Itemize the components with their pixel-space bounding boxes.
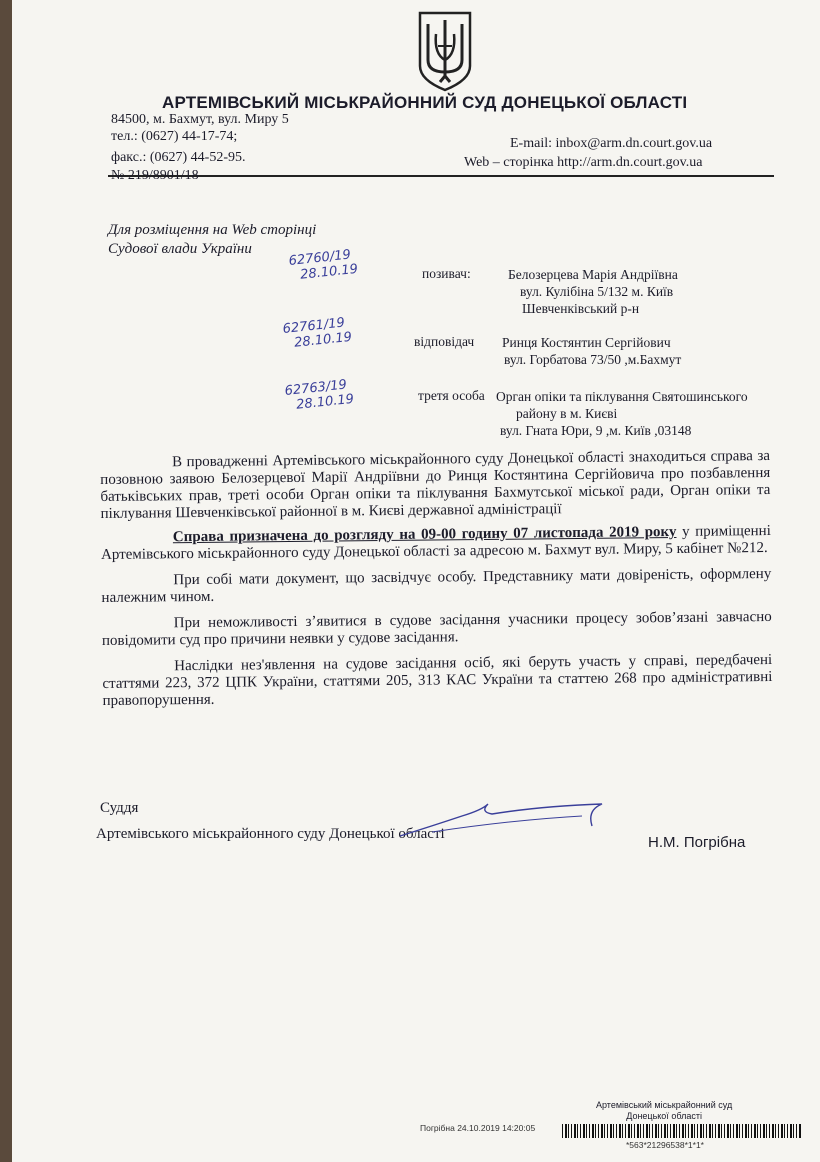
handwritten-signature: [392, 796, 622, 846]
judge-title: Суддя: [100, 800, 139, 816]
case-number: № 219/8901/18: [111, 168, 199, 183]
trident-emblem-icon: [416, 10, 474, 92]
footer-court-name: Артемівський міськрайонний суд Донецької області: [596, 1100, 733, 1121]
judge-court: Артемівського міськрайонного суду Донецької області: [96, 826, 445, 842]
document-page: [12, 0, 820, 1162]
party-plaintiff: Белозерцева Марія Андріївна вул. Кулібіна 5/132 м. Київ Шевченківський р-н: [508, 267, 678, 316]
paragraph-consequences: Наслідки нез'явлення на судове засідання осіб, які беруть участь у справі, передбачені статтями 223, 372 ЦПК України, статтями 205, 313 КАС України та статтею 268 про адміністративні правопорушення.: [102, 651, 773, 709]
party-label-third-party: третя особа: [418, 388, 485, 403]
publication-note-line1: Для розміщення на Web сторінці: [108, 222, 317, 238]
publication-note-line2: Судової влади України: [108, 241, 252, 257]
registration-stamp: Погрібна 24.10.2019 14:20:05: [420, 1123, 536, 1133]
court-fax: факс.: (0627) 44-52-95.: [111, 150, 246, 165]
party-defendant: Ринця Костянтин Сергійович вул. Горбатова 73/50 ,м.Бахмут: [502, 335, 682, 367]
paragraph-documents: При собі мати документ, що засвідчує особу. Представнику мати довіреність, оформлену належним чином.: [101, 565, 772, 606]
header-rule: [108, 175, 774, 177]
court-website: Web – сторінка http://arm.dn.court.gov.ua: [464, 155, 703, 170]
court-name: АРТЕМІВСЬКИЙ МІСЬКРАЙОННИЙ СУД ДОНЕЦЬКОЇ ОБЛАСТІ: [162, 93, 688, 112]
paragraph-hearing: Справа призначена до розгляду на 09-00 годину 07 листопада 2019 року у приміщенні Артемівського міськрайонного суду Донецької області за адресою м. Бахмут вул. Миру, 5 кабінет №212.: [100, 522, 771, 563]
hearing-date-bold: Справа призначена до розгляду на 09-00 годину 07 листопада 2019 року: [172, 523, 677, 546]
party-label-defendant: відповідач: [414, 334, 475, 349]
handwritten-reg-2: 62761/19 28.10.19: [282, 315, 353, 351]
party-third-party: Орган опіки та піклування Святошинського району в м. Києві вул. Гната Юри, 9 ,м. Київ ,03148: [496, 389, 748, 438]
court-email: E-mail: inbox@arm.dn.court.gov.ua: [510, 136, 713, 151]
notice-body: [100, 448, 773, 710]
handwritten-reg-1: 62760/19 28.10.19: [288, 247, 359, 283]
barcode: [562, 1124, 802, 1138]
court-address: 84500, м. Бахмут, вул. Миру 5: [111, 112, 289, 127]
paragraph-absence: При неможливості з’явитися в судове засідання учасники процесу зобов’язані завчасно повідомити суд про причини неявки у судове засідання.: [101, 608, 772, 649]
paragraph-proceedings: В провадженні Артемівського міськрайонного суду Донецької області знаходиться справа за позовною заявою Белозерцевої Марії Андріївни до Ринця Костянтина Сергійовича про позбавлення батьківських прав, треті особи Орган опіки та піклування Бахмутської міської ради, Орган опіки та піклування Шевченківської районної в м. Києві державної адміністрації: [100, 447, 771, 522]
barcode-number: *563*21296538*1*1*: [626, 1140, 704, 1150]
judge-name: Н.М. Погрібна: [648, 834, 746, 851]
court-phone: тел.: (0627) 44-17-74;: [111, 129, 238, 144]
party-label-plaintiff: позивач:: [422, 266, 471, 281]
handwritten-reg-3: 62763/19 28.10.19: [284, 377, 355, 413]
